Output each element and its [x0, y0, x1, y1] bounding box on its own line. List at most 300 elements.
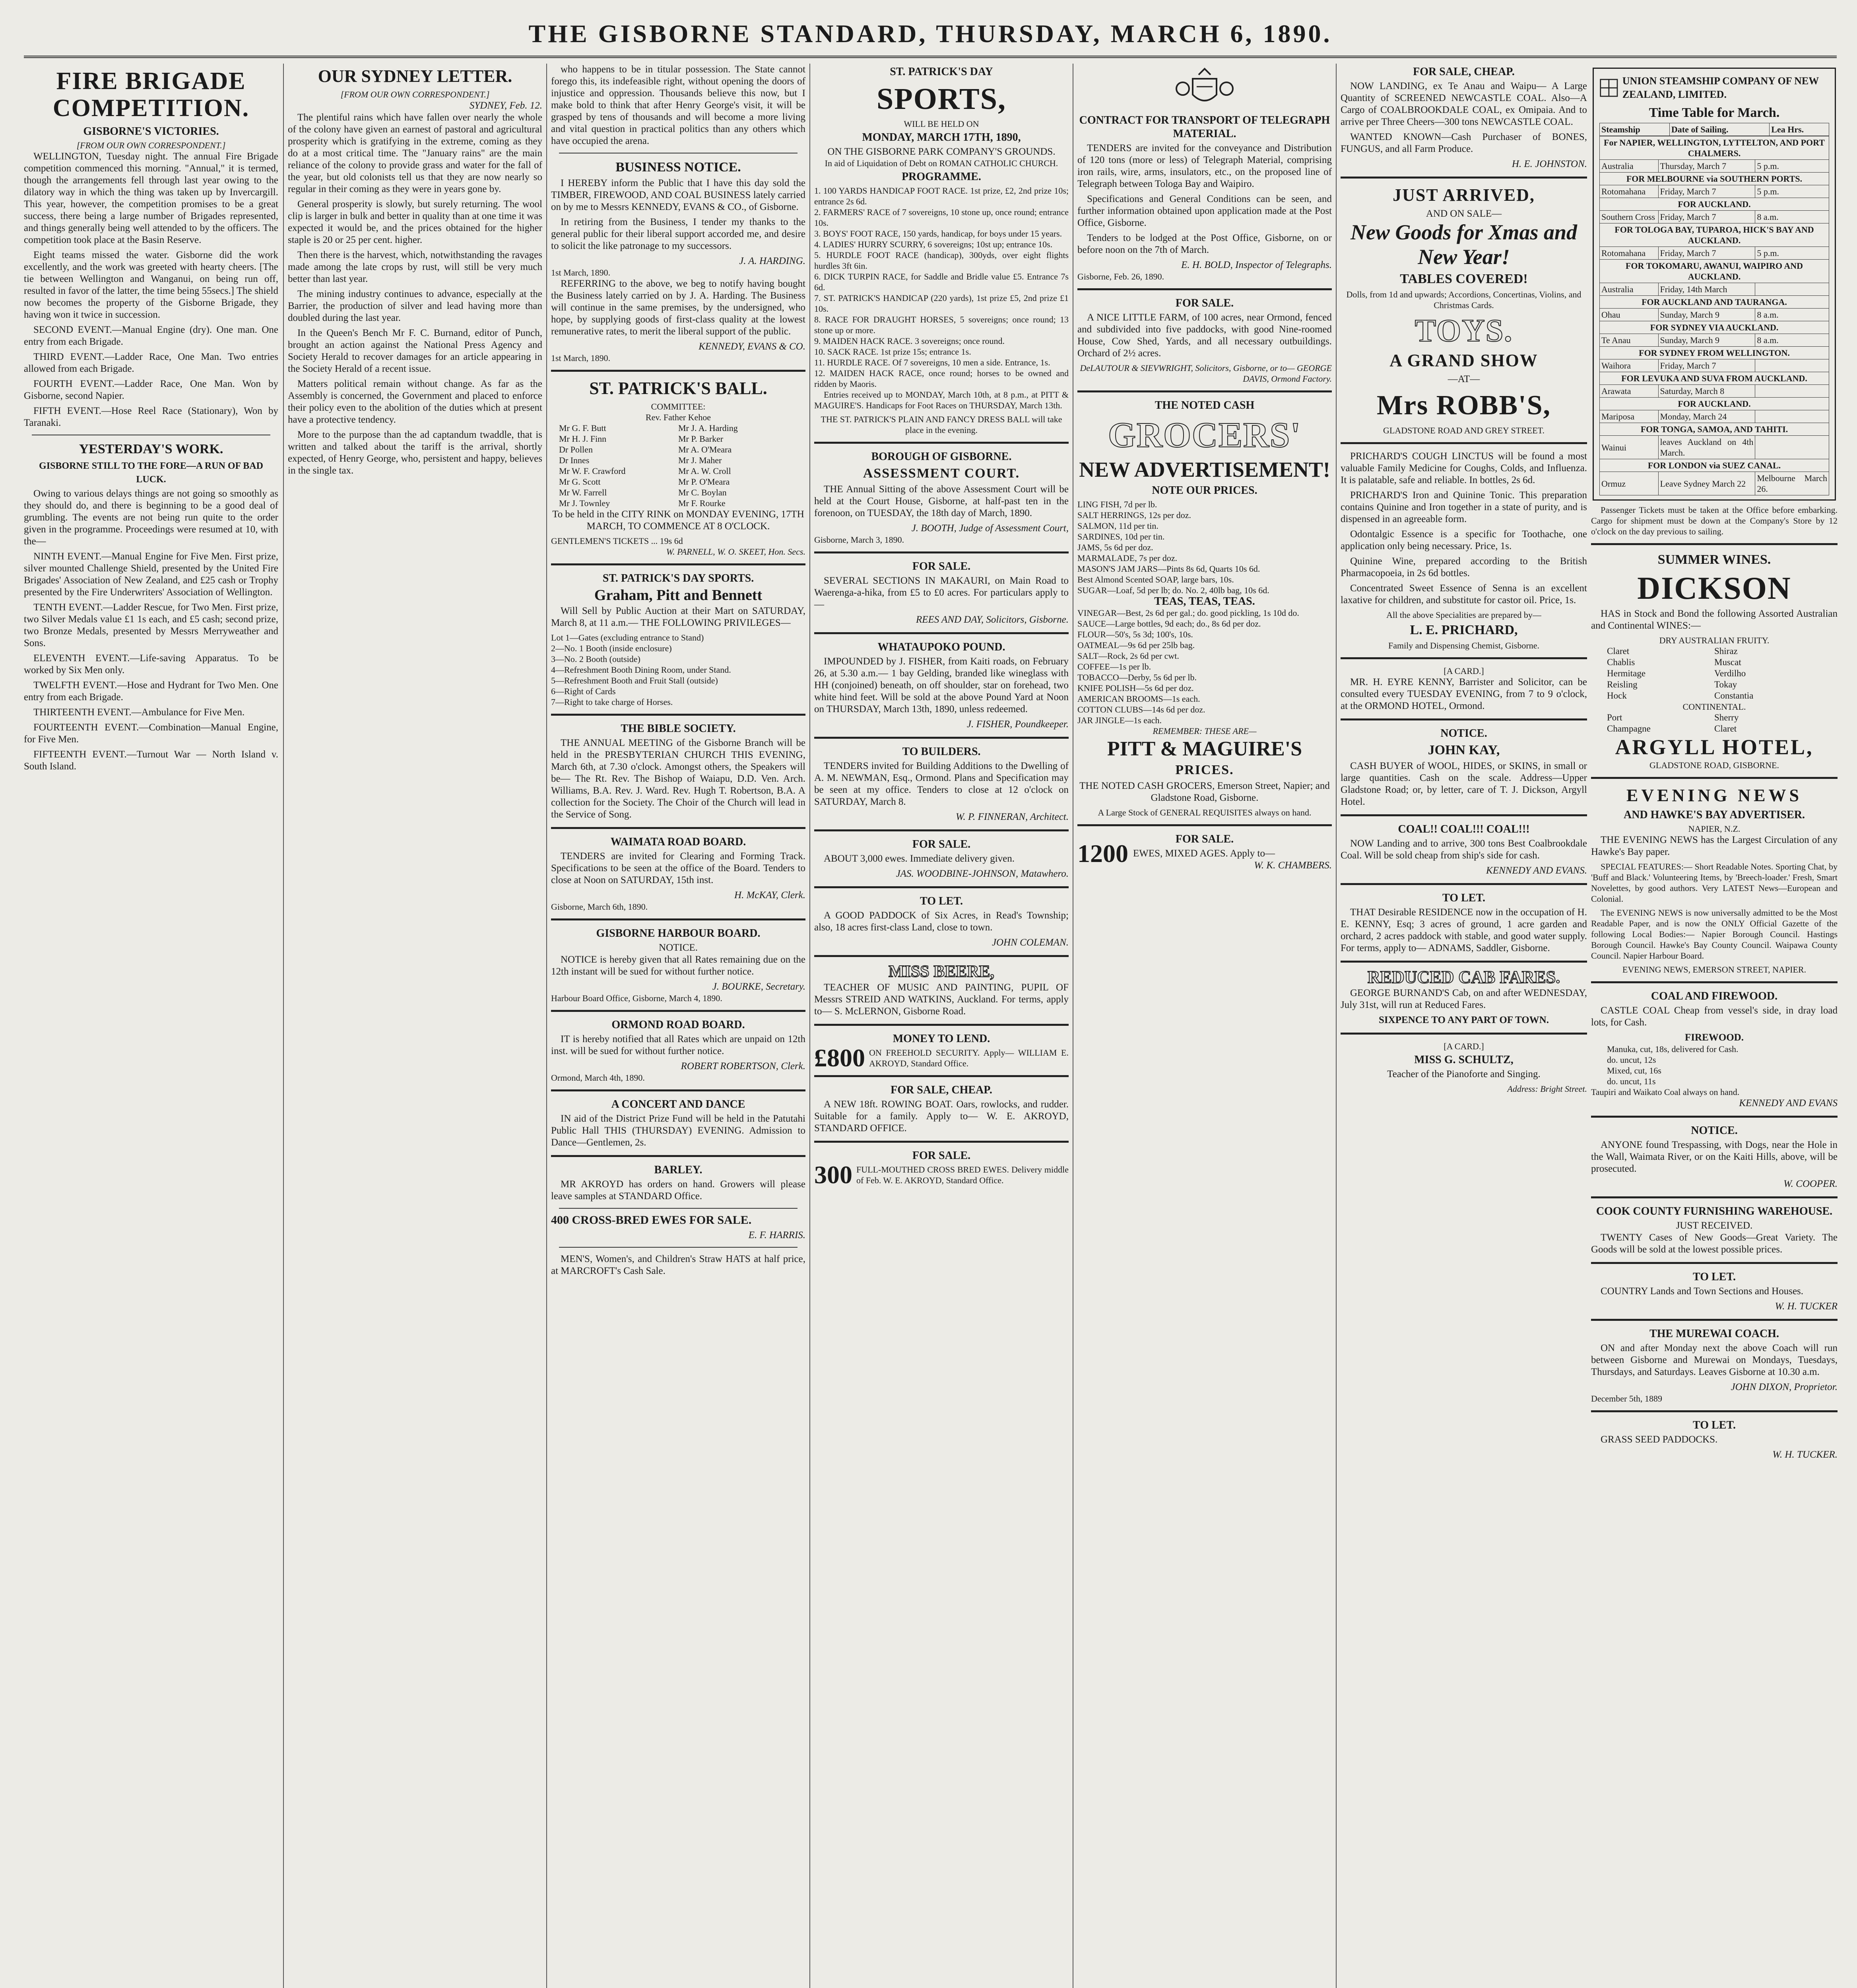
header-time: Lea Hrs.	[1770, 123, 1829, 136]
committee-member: Dr Innes	[559, 455, 590, 465]
dry-fruity-title: DRY AUSTRALIAN FRUITY.	[1659, 635, 1770, 645]
concert-title: A CONCERT AND DANCE	[611, 1098, 745, 1110]
timetable-route: FOR TOLOGA BAY, TUPAROA, HICK'S BAY AND AUCKLAND.	[1600, 223, 1829, 247]
wanted-text: WANTED KNOWN—Cash Purchaser of BONES, FUNGUS, and all Farm Produce.	[1341, 132, 1587, 154]
wine-item: Sherry	[1714, 712, 1739, 722]
let-text: THAT Desirable RESIDENCE now in the occupation of H. E. KENNY, Esq; 3 acres of ground, 1 acre garden and orchard, 2 acres paddock with stable, and good water supply. For terms, apply to— ADNAMS, Saddler, Gisborne.	[1341, 907, 1587, 953]
article-para: WELLINGTON, Tuesday night. The annual Fire Brigade competition commenced this morning. "Annual," it is termed, though the arrangements fell through last year owing to the dilatory way in which the thing was taken up by Invercargill. This year, however, the competition promises to be a great success, there being a large number of Brigades represented, and things generally being well attended to by the officers. The competition took place at the Basin Reserve.	[24, 151, 278, 245]
committee-member: Mr F. Rourke	[678, 498, 726, 508]
ewes-signature: W. K. CHAMBERS.	[1254, 860, 1332, 871]
let2-title: TO LET.	[1693, 1419, 1736, 1431]
timetable-date: Leave Sydney March 22	[1658, 472, 1755, 495]
timetable-row	[1600, 283, 1829, 296]
article-para: In the Queen's Bench Mr F. C. Burnand, editor of Punch, brought an action against the National Press Agency and Society Herald to recover damages for an article appearing in the Society Herald of a recent issue.	[288, 328, 542, 374]
evening-news-title: EVENING NEWS	[1626, 786, 1802, 805]
committee-member: Mr C. Boylan	[678, 487, 727, 497]
timetable-route: FOR AUCKLAND.	[1600, 198, 1829, 211]
timetable-route: FOR SYDNEY VIA AUCKLAND.	[1600, 321, 1829, 334]
byline: [FROM OUR OWN CORRESPONDENT.]	[76, 140, 226, 150]
timetable-route-row	[1600, 173, 1829, 185]
timetable-date: leaves Auckland on 4th March.	[1658, 436, 1755, 459]
kay-notice-title: NOTICE.	[1440, 727, 1487, 740]
dateline: SYDNEY, Feb. 12.	[469, 100, 542, 111]
timetable-time	[1755, 385, 1829, 398]
sale1-title: FOR SALE.	[912, 560, 971, 573]
timetable-row	[1600, 436, 1829, 459]
timetable-route-row	[1600, 136, 1829, 160]
miss-beere-text: TEACHER OF MUSIC AND PAINTING, PUPIL OF Messrs STREID AND WATKINS, Auckland. For terms, apply to— S. McLERNON, Gisborne Road.	[814, 982, 1069, 1017]
sale2-text: ABOUT 3,000 ewes. Immediate delivery given.	[824, 853, 1015, 864]
prichard-note: All the above Specialities are prepared by—	[1386, 610, 1541, 620]
contract-para: Specifications and General Conditions can be seen, and further information obtained upon application made at the Post Office, Gisborne.	[1077, 194, 1332, 228]
article-para: TWELFTH EVENT.—Hose and Hydrant for Two Men. One entry from each Brigade.	[24, 680, 278, 703]
wine-item: Port	[1607, 712, 1622, 722]
sports-aid: In aid of Liquidation of Debt on ROMAN CATHOLIC CHURCH.	[825, 158, 1058, 168]
yesterday-title: YESTERDAY'S WORK.	[79, 442, 223, 456]
price-line: OATMEAL—9s 6d per 25lb bag.	[1077, 640, 1195, 650]
news-signature: EVENING NEWS, EMERSON STREET, NAPIER.	[1622, 965, 1807, 975]
continental-title: CONTINENTAL.	[1682, 702, 1746, 712]
committee-member: Mr G. Scott	[559, 477, 601, 487]
wine-item: Verdilho	[1714, 668, 1746, 678]
coat-of-arms-icon	[1175, 67, 1234, 111]
grand-show: A GRAND SHOW	[1389, 351, 1538, 370]
builders-title: TO BUILDERS.	[902, 746, 981, 758]
auctioneer-firm: Graham, Pitt and Bennett	[594, 587, 763, 604]
sale4-title: FOR SALE.	[912, 1149, 971, 1162]
ball-text: To be held in the CITY RINK on MONDAY EVENING, 17TH MARCH, TO COMMENCE AT 8 O'CLOCK.	[552, 509, 804, 532]
price-line: SARDINES, 10d per tin.	[1077, 532, 1165, 542]
prichard-para: Odontalgic Essence is a specific for Toothache, one application only being necessary. Price, 1s.	[1341, 529, 1587, 551]
coach-text: ON and after Monday next the above Coach will run between Gisborne and Murewai on Mondays, Tuesdays, Thursdays, and Saturdays. Leaves Gisborne at 10.30 a.m.	[1591, 1343, 1838, 1377]
ormond-title: ORMOND ROAD BOARD.	[611, 1019, 745, 1031]
sale3-text: A NEW 18ft. ROWING BOAT. Oars, rowlocks, and rudder. Suitable for a family. Apply to— W. E. AKROYD, STANDARD OFFICE.	[814, 1099, 1069, 1134]
note-prices: NOTE OUR PRICES.	[1152, 484, 1257, 497]
wine-item: Shiraz	[1714, 646, 1738, 656]
sixpence: SIXPENCE TO ANY PART OF TOWN.	[1379, 1015, 1549, 1025]
let-text: COUNTRY Lands and Town Sections and Houses.	[1601, 1286, 1804, 1297]
auction-lot: 7—Right to take charge of Horses.	[551, 697, 673, 707]
dickson-text: HAS in Stock and Bond the following Assorted Australian and Continental WINES:—	[1591, 608, 1838, 631]
noted-cash-title: THE NOTED CASH	[1155, 399, 1255, 412]
committee-member: Mr W. F. Crawford	[559, 466, 626, 476]
notice-signature: KENNEDY, EVANS & CO.	[699, 341, 805, 352]
committee-member: Mr P. Barker	[678, 434, 724, 444]
article-para: Eight teams missed the water. Gisborne did the work excellently, and the work was greeted with hearty cheers. [The tie between Wellington and Wanganui, on being run off, resulted in favor of the latter, the time being 55secs.] The shield now becomes the property of the Gisborne Brigade, they having won it twice in succession.	[24, 250, 278, 320]
let1-text: A GOOD PADDOCK of Six Acres, in Read's Township; also, 18 acres first-class Land, close to town.	[814, 910, 1069, 933]
timetable-row	[1600, 472, 1829, 495]
wine-item: Champagne	[1607, 724, 1651, 734]
timetable-row	[1600, 359, 1829, 372]
timetable-row	[1600, 160, 1829, 173]
summer-wines-title: SUMMER WINES.	[1657, 552, 1771, 567]
timetable-row	[1600, 185, 1829, 198]
price-line: AMERICAN BROOMS—1s each.	[1077, 694, 1200, 704]
firewood-title: FIREWOOD.	[1685, 1032, 1744, 1043]
firewood-note: Taupiri and Waikato Coal always on hand.	[1591, 1087, 1740, 1097]
wine-item: Muscat	[1714, 657, 1741, 667]
auction-lot: 2—No. 1 Booth (inside enclosure)	[551, 643, 672, 653]
ewes-text: 400 CROSS-BRED EWES FOR SALE.	[551, 1213, 752, 1227]
let-signature: W. H. TUCKER	[1775, 1301, 1838, 1312]
article-para: TENTH EVENT.—Ladder Rescue, for Two Men. First prize, two Silver Medals value £1 1s each, and £5 cash; second prize, two Bronze Medals, presented by Messrs Merryweather and Sons.	[24, 602, 278, 648]
article-para: Then there is the harvest, which, notwithstanding the ravages made among the late crops by rust, will still be very much better than last year.	[288, 250, 542, 284]
assessment-text: THE Annual Sitting of the above Assessment Court will be held at the Court House, Gisborne, at half-past ten in the forenoon, on TUESDAY, the 18th day of March, 1890.	[814, 484, 1069, 518]
toys-title: TOYS.	[1415, 313, 1513, 348]
sports-privileges-title: ST. PATRICK'S DAY SPORTS.	[602, 572, 754, 584]
timetable-ship: Southern Cross	[1600, 211, 1659, 223]
sale-text: A NICE LITTLE FARM, of 100 acres, near Ormond, fenced and subdivided into five paddocks, with good Nine-roomed House, Cow Shed, Yards, and all necessary outbuildings. Orchard of 2½ acres.	[1077, 312, 1332, 359]
timetable-date: Sunday, March 9	[1658, 309, 1755, 321]
timetable-date: Friday, March 7	[1658, 211, 1755, 223]
ormond-text: IT is hereby notified that all Rates which are unpaid on 12th inst. will be sued for without further notice.	[551, 1034, 805, 1056]
committee-member: Mr J. Maher	[678, 455, 722, 465]
prichard-para: Quinine Wine, prepared according to the British Pharmacopoeia, in 2s 6d bottles.	[1341, 556, 1587, 579]
coal-text: NOW Landing and to arrive, 300 tons Best Coalbrookdale Coal. Will be sold cheap from ship's side for cash.	[1341, 838, 1587, 861]
price-line: JAR JINGLE—1s each.	[1077, 715, 1162, 725]
sports-small-title: ST. PATRICK'S DAY	[890, 66, 993, 78]
timetable-route-row	[1600, 423, 1829, 436]
money-text: ON FREEHOLD SECURITY. Apply— WILLIAM E. AKROYD, Standard Office.	[869, 1048, 1069, 1068]
tables-covered: TABLES COVERED!	[1400, 272, 1528, 286]
wine-item: Chablis	[1607, 657, 1635, 667]
byline: [FROM OUR OWN CORRESPONDENT.]	[340, 89, 490, 99]
price-line: COTTON CLUBS—14s 6d per doz.	[1077, 705, 1205, 714]
pound-text: IMPOUNDED by J. FISHER, from Kaiti roads, on February 26, at 5.30 a.m.— 1 bay Gelding, branded like wineglass with HH (conjoined) beneath, on off shoulder, star on forehead, two white hind feet. Will be sold at the above Pound Yard at Noon on THURSDAY, March 13th, 1890, unless redeemed.	[814, 656, 1069, 714]
wine-item: Constantia	[1714, 691, 1754, 701]
waimata-title: WAIMATA ROAD BOARD.	[610, 836, 746, 848]
notice-para: I HEREBY inform the Public that I have this day sold the TIMBER, FIREWOOD, AND COAL BUSINESS lately carried on by me to Messrs KENNEDY, EVANS & CO., of Gisborne.	[551, 178, 805, 212]
union-title: UNION STEAMSHIP COMPANY OF NEW ZEALAND, LIMITED.	[1622, 75, 1819, 100]
programme-item: 8. RACE FOR DRAUGHT HORSES, 5 sovereigns; once round; 13 stone up or more.	[814, 315, 1069, 335]
fire-brigade-subtitle: GISBORNE'S VICTORIES.	[83, 125, 219, 138]
news-features: SPECIAL FEATURES:— Short Readable Notes. Sporting Chat, by 'Buff and Black.' Volunteering Items, by 'Breech-loader.' Fresh, Smart Novelettes, by good authors. Very LATEST News—European and Colonial.	[1591, 862, 1838, 904]
argyll-title: ARGYLL HOTEL,	[1615, 735, 1814, 759]
dolls-text: Dolls, from 1d and upwards; Accordions, Concertinas, Violins, and Christmas Cards.	[1346, 289, 1581, 310]
sports-venue: ON THE GISBORNE PARK COMPANY'S GROUNDS.	[827, 146, 1056, 157]
yesterday-subtitle: GISBORNE STILL TO THE FORE—A RUN OF BAD LUCK.	[39, 461, 263, 485]
programme-item: 9. MAIDEN HACK RACE. 3 sovereigns; once round.	[814, 336, 1005, 346]
auction-lot: 6—Right of Cards	[551, 686, 616, 696]
timetable-date: Friday, March 7	[1658, 359, 1755, 372]
article-para: The plentiful rains which have fallen over nearly the whole of the colony have given an earnest of pastoral and agricultural prosperity which is gratifying in the extreme, coming as they do at a most critical time. The "January rains" are the main reliance of the colony to provide grass and water for the fall of the year, but old colonists tell us that they are now nearly so regular in their coming as they were in years gone by.	[288, 112, 542, 194]
prichard-address: Family and Dispensing Chemist, Gisborne.	[1388, 641, 1540, 650]
price-line: SALT HERRINGS, 12s per doz.	[1077, 510, 1191, 520]
timetable-route-row	[1600, 372, 1829, 385]
miss-beere-title: MISS BEERE,	[888, 963, 995, 981]
programme-footer: THE ST. PATRICK'S PLAIN AND FANCY DRESS BALL will take place in the evening.	[821, 414, 1062, 435]
article-para: FIFTH EVENT.—Hose Reel Race (Stationary), Won by Taranaki.	[24, 406, 278, 428]
teas-heading: TEAS, TEAS, TEAS.	[1154, 595, 1255, 608]
auction-lot: 5—Refreshment Booth and Fruit Stall (outside)	[551, 676, 718, 685]
timetable-ship: Waihora	[1600, 359, 1659, 372]
wine-item: Claret	[1714, 724, 1737, 734]
sale-title: FOR SALE.	[1175, 297, 1234, 309]
programme-title: PROGRAMME.	[902, 171, 981, 183]
notice-signature: J. A. HARDING.	[739, 256, 805, 266]
article-para: THIRD EVENT.—Ladder Race, One Man. Two entries allowed from each Brigade.	[24, 351, 278, 374]
contract-title: CONTRACT FOR TRANSPORT OF TELEGRAPH MATERIAL.	[1079, 114, 1330, 140]
price-line: SALMON, 11d per tin.	[1077, 521, 1158, 531]
news-text: THE EVENING NEWS has the Largest Circulation of any Hawke's Bay paper.	[1591, 835, 1838, 857]
timetable-route-row	[1600, 398, 1829, 410]
timetable-time	[1755, 359, 1829, 372]
contract-para: TENDERS are invited for the conveyance and Distribution of 120 tons (more or less) of Telegraph Material, comprising iron rails, wire, arms, insulators, etc., on the proposed line of Telegraph between Tologa Bay and Waipiro.	[1077, 143, 1332, 189]
article-para: More to the purpose than the ad captandum twaddle, that is written and talked about the tariff is the arrival, shortly expected, of Henry George, who, persistent and happy, believes in the single tax.	[288, 429, 542, 476]
price-line: FLOUR—50's, 5s 3d; 100's, 10s.	[1077, 629, 1193, 639]
sale3-title: FOR SALE, CHEAP.	[891, 1084, 992, 1096]
programme-item: 11. HURDLE RACE. Of 7 sovereigns, 10 men a side. Entrance, 1s.	[814, 357, 1050, 367]
ewes-text: EWES, MIXED AGES. Apply to—	[1133, 848, 1275, 859]
remember: REMEMBER: THESE ARE—	[1153, 726, 1257, 736]
contract-para: Tenders to be lodged at the Post Office, Gisborne, on or before noon on the 7th of March.	[1077, 233, 1332, 255]
on-sale-label: AND ON SALE—	[1426, 208, 1502, 219]
timetable	[1599, 123, 1829, 136]
timetable-ship: Wainui	[1600, 436, 1659, 459]
grocers-title: GROCERS'	[1108, 415, 1302, 455]
timetable-ship: Rotomahana	[1600, 185, 1659, 198]
hats-text: MEN'S, Women's, and Children's Straw HATS at half price, at MARCROFT's Cash Sale.	[551, 1254, 805, 1276]
column-2	[283, 64, 546, 1988]
timetable-ship: Te Anau	[1600, 334, 1659, 347]
coach-title: THE MUREWAI COACH.	[1649, 1328, 1779, 1340]
harbour-date: Harbour Board Office, Gisborne, March 4, 1890.	[551, 993, 722, 1003]
timetable-route-row	[1600, 260, 1829, 283]
cook-title: COOK COUNTY FURNISHING WAREHOUSE.	[1596, 1205, 1833, 1217]
timetable-time	[1755, 436, 1829, 459]
timetable-route: FOR LONDON via SUEZ CANAL.	[1600, 459, 1829, 472]
programme-item: 7. ST. PATRICK'S HANDICAP (220 yards), 1st prize £5, 2nd prize £1 10s.	[814, 293, 1069, 314]
let2-text: GRASS SEED PADDOCKS.	[1601, 1434, 1718, 1445]
dickson-title: DICKSON	[1637, 571, 1791, 606]
price-line: SAUCE—Large bottles, 9d each; do., 8s 6d per doz.	[1077, 619, 1261, 629]
column-1	[24, 64, 282, 1988]
let-title: TO LET.	[1442, 892, 1485, 904]
wanted-signature: H. E. JOHNSTON.	[1512, 159, 1587, 169]
timetable-route-row	[1600, 459, 1829, 472]
article-para: FIFTEENTH EVENT.—Turnout War — North Island v. South Island.	[24, 749, 278, 772]
article-para: who happens to be in titular possession. The State cannot forego this, its indefeasible right, without opening the doors of injustice and oppression. Thousands believe this now, but I make bold to think that after Henry George's visit, it will be grasped by tens of thousands and will become a more living and vital question in practical politics than any others which have occupied the arena.	[551, 64, 805, 146]
timetable-date: Friday, March 7	[1658, 185, 1755, 198]
price-line: Best Almond Scented SOAP, large bars, 10s.	[1077, 575, 1234, 584]
notice-para: REFERRING to the above, we beg to notify having bought the Business lately carried on by J. A. Harding. The Business will continue in the same premises, by the undersigned, who hope, by supplying goods of first-class quality at the lowest remunerative rates, to merit the liberal support of the public.	[551, 278, 805, 337]
auction-lot: 3—No. 2 Booth (outside)	[551, 654, 640, 664]
price-line: SUGAR—Loaf, 5d per lb; do. No. 2, 40lb bag, 10s 6d.	[1077, 585, 1269, 595]
header-steamship: Steamship	[1600, 123, 1670, 136]
barley-title: BARLEY.	[654, 1164, 702, 1176]
timetable-row	[1600, 309, 1829, 321]
card2-title: [A CARD.]	[1444, 1041, 1484, 1051]
timetable-route: FOR AUCKLAND AND TAURANGA.	[1600, 296, 1829, 309]
borough-title: BOROUGH OF GISBORNE.	[871, 450, 1012, 463]
sale4-amount: 300	[814, 1161, 852, 1189]
prichard-name: L. E. PRICHARD,	[1410, 623, 1518, 637]
ball-tickets: GENTLEMEN'S TICKETS ... 19s 6d	[551, 536, 683, 546]
timetable-ship: Australia	[1600, 283, 1659, 296]
timetable-ship: Mariposa	[1600, 410, 1659, 423]
timetable-time: 5 p.m.	[1755, 185, 1829, 198]
let2-signature: W. H. TUCKER.	[1772, 1449, 1838, 1460]
new-goods-title: New Goods for Xmas and New Year!	[1350, 220, 1578, 269]
card2-text: Teacher of the Pianoforte and Singing.	[1387, 1069, 1541, 1079]
programme-item: 4. LADIES' HURRY SCURRY, 6 sovereigns; 10st up; entrance 10s.	[814, 239, 1053, 249]
sale-signature: DeLAUTOUR & SIEVWRIGHT, Solicitors, Gisborne, or to— GEORGE DAVIS, Ormond Factory.	[1080, 363, 1332, 384]
programme-item: 10. SACK RACE. 1st prize 15s; entrance 1s.	[814, 347, 971, 357]
timetable-row	[1600, 211, 1829, 223]
card1-text: MR. H. EYRE KENNY, Barrister and Solicitor, can be consulted every TUESDAY EVENING, from 7 to 9 o'clock, at the ORMOND HOTEL, Ormond.	[1341, 677, 1587, 711]
wine-item: Reisling	[1607, 679, 1638, 689]
cook-text: TWENTY Cases of New Goods—Great Variety. The Goods will be sold at the lowest possible prices.	[1591, 1232, 1838, 1255]
timetable-body	[1599, 136, 1829, 495]
timetable-ship: Australia	[1600, 160, 1659, 173]
business-notice-title: BUSINESS NOTICE.	[615, 160, 741, 175]
bible-text: THE ANNUAL MEETING of the Gisborne Branch will be held in the PRESBYTERIAN CHURCH THIS EVENING, March 6th, at 7.30 o'clock. Amongst others, the Speakers will be— The Rt. Rev. The Bishop of Waiapu, D.D. Ven. Arch. Williams, B.A. Rev. J. Ward. Rev. Hugh T. Robertson, B.A. A collection for the Society. The Choir of the Church will lead in the Service of Song.	[551, 738, 805, 820]
price-line: LING FISH, 7d per lb.	[1077, 499, 1157, 509]
castle-coal-text: CASTLE COAL Cheap from vessel's side, in dray load lots, for Cash.	[1591, 1005, 1838, 1028]
timetable-date: Monday, March 24	[1658, 410, 1755, 423]
pound-title: WHATAUPOKO POUND.	[877, 641, 1005, 653]
timetable-route: FOR SYDNEY FROM WELLINGTON.	[1600, 347, 1829, 359]
column-3	[546, 64, 809, 1988]
harbour-signature: J. BOURKE, Secretary.	[712, 981, 805, 992]
programme-item: 6. DICK TURPIN RACE, for Saddle and Bridle value £5. Entrance 7s 6d.	[814, 272, 1069, 292]
prichard-para: PRICHARD'S Iron and Quinine Tonic. This preparation contains Quinine and Iron together in a state of purity, and is dispensed in an agreeable form.	[1341, 490, 1587, 524]
article-para: The mining industry continues to advance, especially at the Barrier, the production of silver and lead having more than doubled during the last year.	[288, 289, 542, 323]
sydney-letter-title: OUR SYDNEY LETTER.	[318, 66, 512, 86]
harbour-board-title: GISBORNE HARBOUR BOARD.	[596, 927, 761, 940]
sale2-title: FOR SALE.	[912, 838, 971, 850]
programme-item: 3. BOYS' FOOT RACE, 150 yards, handicap, for boys under 15 years.	[814, 229, 1062, 239]
programme-item: 1. 100 YARDS HANDICAP FOOT RACE. 1st prize, £2, 2nd prize 10s; entrance 2s 6d.	[814, 186, 1069, 206]
timetable-route-row	[1600, 321, 1829, 334]
article-para: FOURTH EVENT.—Ladder Race, One Man. Won by Gisborne, second Napier.	[24, 379, 278, 401]
masthead: THE GISBORNE STANDARD, THURSDAY, MARCH 6, 1890.	[24, 12, 1837, 58]
price-line: MARMALADE, 7s per doz.	[1077, 553, 1178, 563]
pitt-prices: PRICES.	[1175, 763, 1234, 777]
trespass-text: ANYONE found Trespassing, with Dogs, near the Hole in the Wall, Waimata River, or on the Kaiti Hills, above, will be prosecuted.	[1591, 1140, 1838, 1174]
timetable-route: FOR LEVUKA AND SUVA FROM AUCKLAND.	[1600, 372, 1829, 385]
timetable-row	[1600, 410, 1829, 423]
john-kay-title: JOHN KAY,	[1428, 743, 1500, 757]
auction-lot: Lot 1—Gates (excluding entrance to Stand)	[551, 633, 704, 643]
firewood-line: do. uncut, 12s	[1607, 1055, 1656, 1065]
concert-text: IN aid of the District Prize Fund will be held in the Patutahi Public Hall THIS (THURSDAY) EVENING. Admission to Dance—Gentlemen, 2s.	[551, 1113, 805, 1148]
timetable-ship: Ohau	[1600, 309, 1659, 321]
mrs-robbs-title: Mrs ROBB'S,	[1376, 390, 1551, 421]
committee-member: Mr A. W. Croll	[678, 466, 731, 476]
article-para: General prosperity is slowly, but surely returning. The wool clip is larger in bulk and better in quality than at one time it was expected it would be, and the prices obtained for the higher staple is 20 or 25 per cent. higher.	[288, 199, 542, 245]
committee-member: Mr W. Farrell	[559, 487, 607, 497]
assessment-title: ASSESSMENT COURT.	[863, 466, 1020, 481]
notice-date: 1st March, 1890.	[551, 268, 611, 278]
timetable-ship: Arawata	[1600, 385, 1659, 398]
builders-text: TENDERS invited for Building Additions to the Dwelling of A. M. NEWMAN, Esq., Ormond. Plans and Specification may be seen at my office. Tenders to close at 12 o'clock on SATURDAY, March 8.	[814, 761, 1069, 807]
timetable-route: FOR TOKOMARU, AWANUI, WAIPIRO AND AUCKLAND.	[1600, 260, 1829, 283]
timetable-time: 8 a.m.	[1755, 334, 1829, 347]
steamship-flag-icon	[1599, 74, 1618, 102]
timetable-ship: Ormuz	[1600, 472, 1659, 495]
timetable-route-row	[1600, 347, 1829, 359]
auction-text: Will Sell by Public Auction at their Mart on SATURDAY, March 8, at 11 a.m.— THE FOLLOWING PRIVILEGES—	[551, 606, 805, 628]
pitt-maguire-title: PITT & MAGUIRE'S	[1107, 738, 1302, 760]
let-title: TO LET.	[1693, 1271, 1736, 1283]
timetable-time	[1755, 283, 1829, 296]
waimata-date: Gisborne, March 6th, 1890.	[551, 902, 648, 912]
pound-signature: J. FISHER, Poundkeeper.	[966, 719, 1069, 730]
assessment-date: Gisborne, March 3, 1890.	[814, 535, 904, 545]
timetable-date: Friday, March 7	[1658, 247, 1755, 260]
notice-date: 1st March, 1890.	[551, 353, 611, 363]
robbs-address: GLADSTONE ROAD AND GREY STREET.	[1383, 425, 1545, 435]
timetable-row	[1600, 334, 1829, 347]
timetable-title: Time Table for March.	[1649, 105, 1780, 120]
price-line: JAMS, 5s 6d per doz.	[1077, 542, 1153, 552]
timetable-header	[1600, 123, 1829, 136]
card2-address: Address: Bright Street.	[1507, 1084, 1587, 1094]
committee-member: Mr H. J. Finn	[559, 434, 607, 444]
ewes-title: FOR SALE.	[1175, 833, 1234, 845]
timetable-route: FOR MELBOURNE via SOUTHERN PORTS.	[1600, 173, 1829, 185]
harbour-text: NOTICE is hereby given that all Rates remaining due on the 12th instant will be sued for without further notice.	[551, 954, 805, 977]
article-para: NINTH EVENT.—Manual Engine for Five Men. First prize, silver mounted Challenge Shield, presented by the United Fire Brigades' Association of New Zealand, and £25 cash or Trophy presented by the Fire Underwriters' Association of Wellington.	[24, 551, 278, 598]
coal-firewood-title: COAL AND FIREWOOD.	[1651, 990, 1778, 1002]
just-arrived-title: JUST ARRIVED,	[1393, 185, 1535, 205]
let1-title: TO LET.	[920, 895, 963, 907]
price-line: KNIFE POLISH—5s 6d per doz.	[1077, 683, 1194, 693]
wine-item: Claret	[1607, 646, 1630, 656]
sale4-text: FULL-MOUTHED CROSS BRED EWES. Delivery middle of Feb. W. E. AKROYD, Standard Office.	[856, 1165, 1069, 1185]
sale2-signature: JAS. WOODBINE-JOHNSON, Matawhero.	[896, 868, 1069, 879]
timetable-date: Sunday, March 9	[1658, 334, 1755, 347]
timetable-row	[1600, 385, 1829, 398]
notice-para: In retiring from the Business, I tender my thanks to the general public for their liberal support accorded me, and desire to solicit the like patronage to my successors.	[551, 217, 805, 251]
article-para: Owing to various delays things are not going so smoothly as they should do, and there is beginning to be a good deal of grumbling. The events are not being run quite to the order given in the programme. Proceedings were resumed at 10, with the—	[24, 488, 278, 547]
timetable-route: For NAPIER, WELLINGTON, LYTTELTON, AND PORT CHALMERS.	[1600, 136, 1829, 160]
builders-signature: W. P. FINNERAN, Architect.	[955, 812, 1069, 822]
committee-member: Mr J. Townley	[559, 498, 610, 508]
programme-item: 12. MAIDEN HACK RACE, once round; horses to be owned and ridden by Maoris.	[814, 368, 1069, 389]
coach-signature: JOHN DIXON, Proprietor.	[1731, 1382, 1838, 1392]
header-date: Date of Sailing.	[1669, 123, 1769, 136]
cab-fares-title: REDUCED CAB FARES.	[1367, 967, 1560, 987]
bible-society-title: THE BIBLE SOCIETY.	[621, 722, 736, 735]
timetable-date: Saturday, March 8	[1658, 385, 1755, 398]
trespass-signature: W. COOPER.	[1783, 1178, 1838, 1189]
timetable-time: 8 a.m.	[1755, 211, 1829, 223]
pitt-note: A Large Stock of GENERAL REQUISITES always on hand.	[1098, 808, 1312, 817]
waimata-signature: H. McKAY, Clerk.	[734, 890, 805, 901]
money-amount: £800	[814, 1044, 865, 1072]
prichard-para: PRICHARD'S COUGH LINCTUS will be found a most valuable Family Medicine for Coughs, Colds, and Influenza. It is palatable, safe and reliable. In bottles, 2s 6d.	[1341, 451, 1587, 485]
timetable-route-row	[1600, 223, 1829, 247]
column-4	[809, 64, 1073, 1988]
ball-committee-label: COMMITTEE:	[651, 402, 706, 412]
let1-signature: JOHN COLEMAN.	[992, 937, 1069, 948]
timetable-time: 5 p.m.	[1755, 160, 1829, 173]
card1-title: [A CARD.]	[1444, 666, 1484, 676]
timetable-route-row	[1600, 198, 1829, 211]
article-para: SECOND EVENT.—Manual Engine (dry). One man. One entry from each Brigade.	[24, 324, 278, 347]
timetable-ship: Rotomahana	[1600, 247, 1659, 260]
contract-date: Gisborne, Feb. 26, 1890.	[1077, 272, 1164, 282]
article-para: ELEVENTH EVENT.—Life-saving Apparatus. To be worked by Six Men only.	[24, 653, 278, 676]
auction-lot: 4—Refreshment Booth Dining Room, under Stand.	[551, 665, 731, 675]
timetable-route: FOR TONGA, SAMOA, AND TAHITI.	[1600, 423, 1829, 436]
firewood-line: Manuka, cut, 18s, delivered for Cash.	[1607, 1044, 1739, 1054]
article-para: Matters political remain without change. As far as the Assembly is concerned, the Government and placed to enforce their policy even to the abolition of the duties which at present have a protective tendency.	[288, 379, 542, 425]
ewes-amount: 1200	[1077, 839, 1128, 868]
committee-member: Mr A. O'Meara	[678, 445, 732, 454]
